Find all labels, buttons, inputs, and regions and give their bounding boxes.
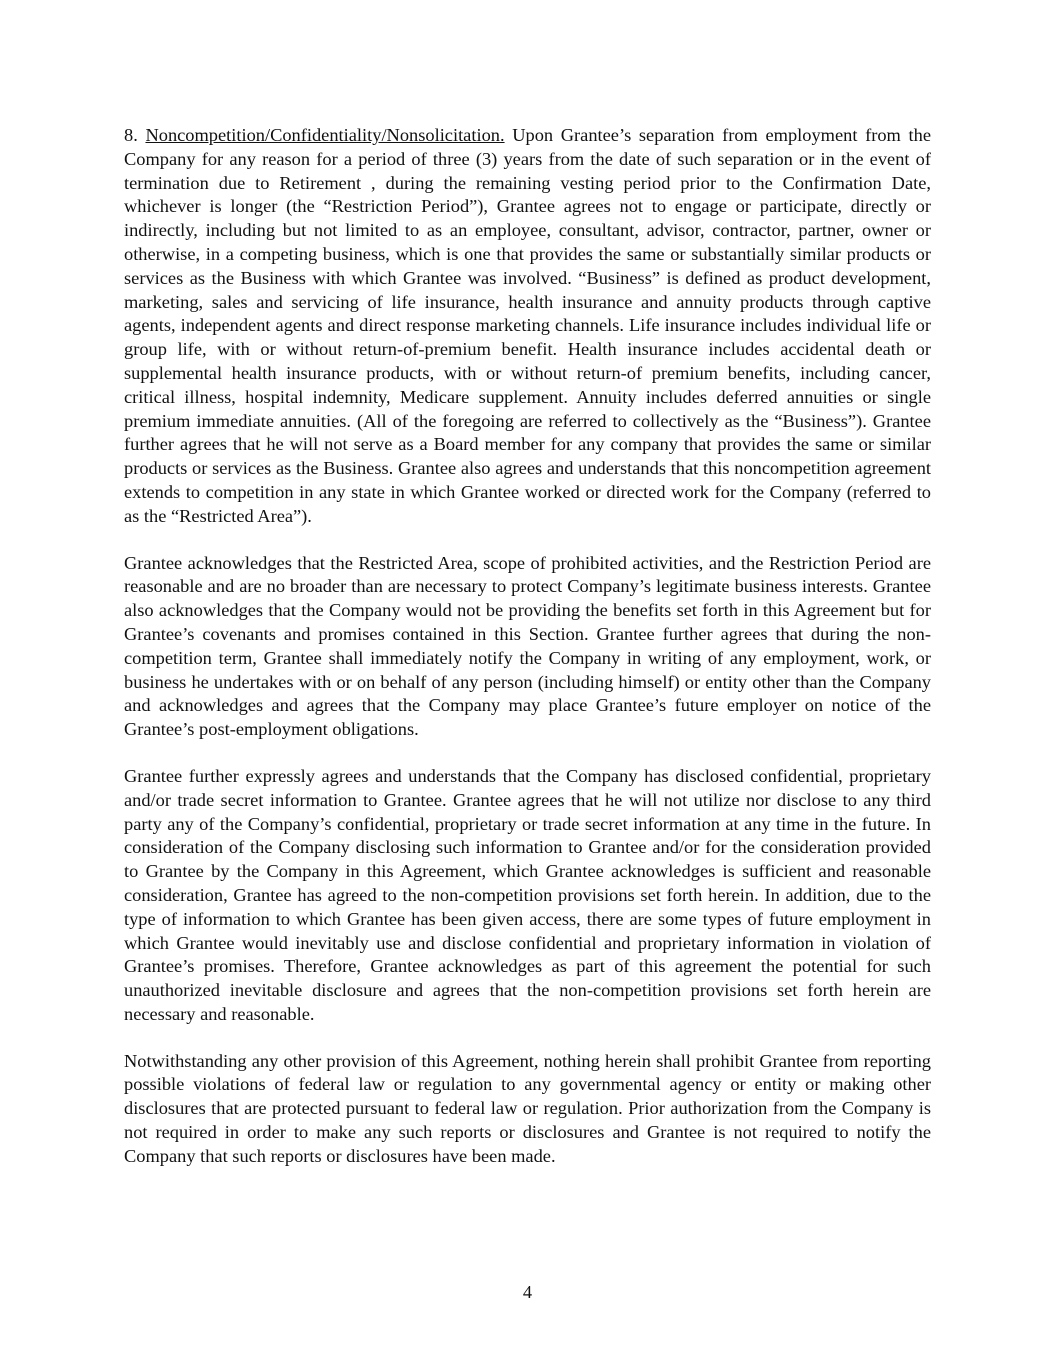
document-page	[124, 124, 931, 1192]
section-intro-text: Upon Grantee’s separation from employment from the Company for any reason for a period of three (3) years from the date of such separation or in the event of termination due to Retirement , during the remaining vesting period prior to the Confirmation Date, whichever is longer (the “Restriction Period”), Grantee agrees not to engage or participate, directly or indirectly, including but not limited to as an employee, consultant, advisor, contractor, partner, owner or otherwise, in a competing business, which is one that provides the same or substantially similar products or services as the Business with which Grantee was involved. “Business” is defined as product development, marketing, sales and servicing of life insurance, health insurance and annuity products through captive agents, independent agents and direct response marketing channels. Life insurance includes individual life or group life, with or without return-of-premium benefit. Health insurance includes accidental death or supplemental health insurance products, with or without return-of premium benefits, including cancer, critical illness, hospital indemnity, Medicare supplement. Annuity includes deferred annuities or single premium immediate annuities. (All of the foregoing are referred to collectively as the “Business”). Grantee further agrees that he will not serve as a Board member for any company that provides the same or similar products or services as the Business. Grantee also agrees and understands that this noncompetition agreement extends to competition in any state in which Grantee worked or directed work for the Company (referred to as the “Restricted Area”).	[124, 125, 931, 526]
paragraph-whistleblower-exception: Notwithstanding any other provision of this Agreement, nothing herein shall prohibit Grantee from reporting possible violations of federal law or regulation to any governmental agency or entity or making other disclosures that are protected pursuant to federal law or regulation. Prior authorization from the Company is not required in order to make any such reports or disclosures and Grantee is not required to notify the Company that such reports or disclosures have been made.	[124, 1050, 931, 1166]
page-number: 4	[522, 1282, 533, 1302]
section-title: Noncompetition/Confidentiality/Nonsolicitation.	[145, 125, 505, 145]
section-number: 8.	[124, 125, 138, 145]
section-8-paragraph	[124, 124, 931, 529]
paragraph-acknowledgement: Grantee acknowledges that the Restricted Area, scope of prohibited activities, and the Restriction Period are reasonable and are no broader than are necessary to protect Company’s legitimate business interests. Grantee also acknowledges that the Company would not be providing the benefits set forth in this Agreement but for Grantee’s covenants and promises contained in this Section. Grantee further agrees that during the non-competition term, Grantee shall immediately notify the Company in writing of any employment, work, or business he undertakes with or on behalf of any person (including himself) or entity other than the Company and acknowledges and agrees that the Company may place Grantee’s future employer on notice of the Grantee’s post-employment obligations.	[124, 552, 931, 740]
paragraph-confidential-information: Grantee further expressly agrees and understands that the Company has disclosed confidential, proprietary and/or trade secret information to Grantee. Grantee agrees that he will not utilize nor disclose to any third party any of the Company’s confidential, proprietary or trade secret information at any time in the future. In consideration of the Company disclosing such information to Grantee and/or for the consideration provided to Grantee by the Company in this Agreement, which Grantee acknowledges is sufficient and reasonable consideration, Grantee has agreed to the non-competition provisions set forth herein. In addition, due to the type of information to which Grantee has been given access, there are some types of future employment in which Grantee would inevitably use and disclose confidential and proprietary information in violation of Grantee’s promises. Therefore, Grantee acknowledges as part of this agreement the potential for such unauthorized inevitable disclosure and agrees that the non-competition provisions set forth herein are necessary and reasonable.	[124, 765, 931, 1024]
